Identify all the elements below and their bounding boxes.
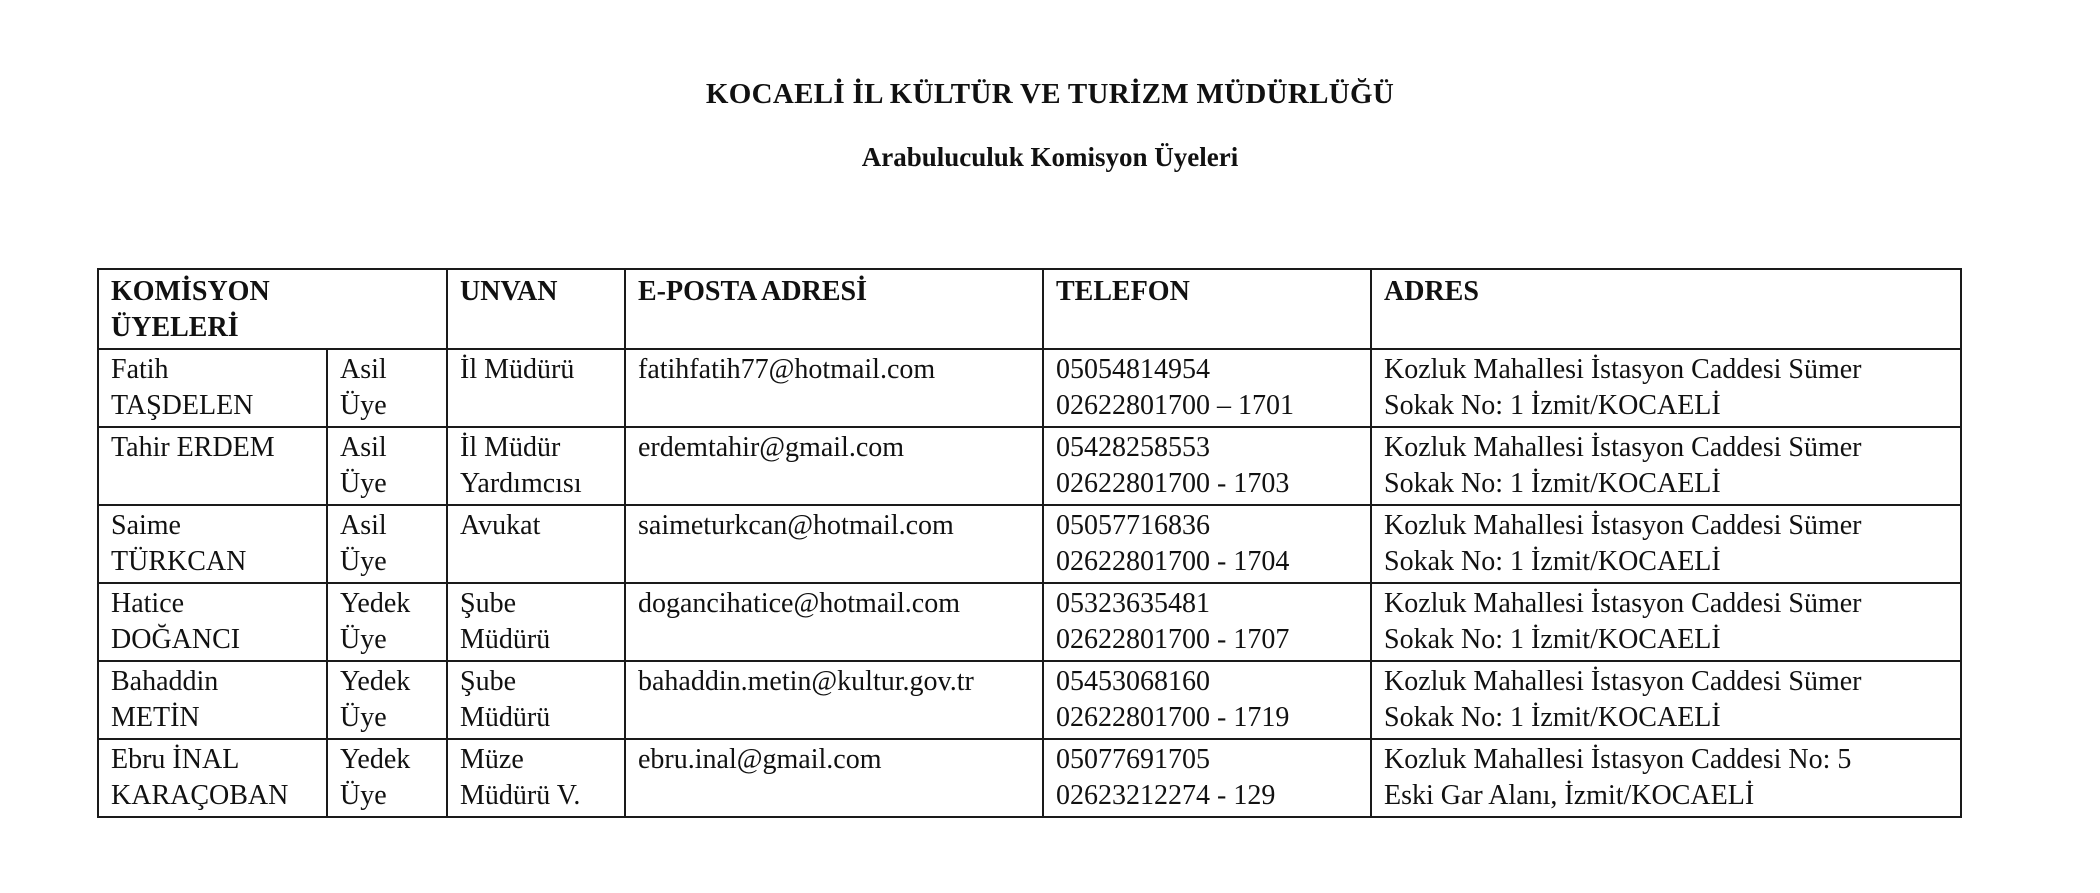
member-address-line: Eski Gar Alanı, İzmit/KOCAELİ: [1384, 780, 1755, 811]
member-address-line: Sokak No: 1 İzmit/KOCAELİ: [1384, 624, 1721, 655]
member-name-line: Bahaddin: [111, 666, 219, 697]
member-phone: [1043, 505, 1371, 583]
member-type-line: Yedek: [340, 588, 411, 619]
member-name: [98, 661, 327, 739]
member-phone-line: 05057716836: [1056, 510, 1210, 541]
table-header-row: [98, 269, 1961, 349]
document-title: KOCAELİ İL KÜLTÜR VE TURİZM MÜDÜRLÜĞÜ: [705, 78, 1395, 110]
member-title: [447, 661, 625, 739]
member-title: [447, 583, 625, 661]
member-phone-line: 02622801700 - 1704: [1056, 546, 1290, 577]
member-name-line: METİN: [111, 702, 200, 733]
member-name: [98, 427, 327, 505]
member-type: [327, 505, 447, 583]
member-title-line: Müdürü: [460, 624, 551, 655]
member-phone: [1043, 583, 1371, 661]
member-phone-line: 05323635481: [1056, 588, 1210, 619]
member-phone-line: 02622801700 - 1707: [1056, 624, 1290, 655]
member-name-line: Saime: [111, 510, 181, 541]
member-type-line: Yedek: [340, 666, 411, 697]
member-title: [447, 349, 625, 427]
member-address-line: Sokak No: 1 İzmit/KOCAELİ: [1384, 702, 1721, 733]
member-phone-line: 05077691705: [1056, 744, 1210, 775]
member-type: [327, 661, 447, 739]
table-body: [98, 349, 1961, 817]
header-email: E-POSTA ADRESİ: [625, 269, 1043, 349]
member-title: [447, 505, 625, 583]
member-address-line: Kozluk Mahallesi İstasyon Caddesi Sümer: [1384, 432, 1862, 463]
member-name-line: TÜRKCAN: [111, 546, 247, 577]
member-address: [1371, 505, 1961, 583]
member-title-line: Şube: [460, 666, 516, 697]
member-phone: [1043, 427, 1371, 505]
member-name-line: KARAÇOBAN: [111, 780, 289, 811]
member-phone-line: 02622801700 - 1703: [1056, 468, 1290, 499]
member-name-line: Tahir ERDEM: [111, 432, 275, 463]
member-type-line: Asil: [340, 354, 387, 385]
member-address-line: Kozluk Mahallesi İstasyon Caddesi No: 5: [1384, 744, 1852, 775]
table-row: [98, 505, 1961, 583]
member-title-line: Müze: [460, 744, 524, 775]
member-name: [98, 505, 327, 583]
member-phone: [1043, 349, 1371, 427]
member-email: dogancihatice@hotmail.com: [625, 583, 1043, 661]
member-name-line: Ebru İNAL: [111, 744, 240, 775]
member-address-line: Sokak No: 1 İzmit/KOCAELİ: [1384, 546, 1721, 577]
table-row: [98, 739, 1961, 817]
member-address-line: Sokak No: 1 İzmit/KOCAELİ: [1384, 390, 1721, 421]
member-title-line: Şube: [460, 588, 516, 619]
member-email: bahaddin.metin@kultur.gov.tr: [625, 661, 1043, 739]
table-row: [98, 661, 1961, 739]
member-phone-line: 05428258553: [1056, 432, 1210, 463]
member-address-line: Kozluk Mahallesi İstasyon Caddesi Sümer: [1384, 588, 1862, 619]
member-title-line: Müdürü V.: [460, 780, 581, 811]
member-type-line: Üye: [340, 780, 387, 811]
member-address: [1371, 427, 1961, 505]
member-email: saimeturkcan@hotmail.com: [625, 505, 1043, 583]
member-title-line: Yardımcısı: [460, 468, 582, 499]
member-address: [1371, 349, 1961, 427]
member-address: [1371, 583, 1961, 661]
member-name-line: Fatih: [111, 354, 169, 385]
member-type-line: Yedek: [340, 744, 411, 775]
member-title-line: İl Müdür: [460, 432, 561, 463]
header-commission-members: [98, 269, 447, 349]
member-type-line: Asil: [340, 432, 387, 463]
table-row: [98, 427, 1961, 505]
member-type: [327, 583, 447, 661]
header-phone: TELEFON: [1043, 269, 1371, 349]
table-row: [98, 349, 1961, 427]
member-address: [1371, 661, 1961, 739]
member-type: [327, 349, 447, 427]
member-type-line: Üye: [340, 624, 387, 655]
member-title-line: Müdürü: [460, 702, 551, 733]
member-name-line: TAŞDELEN: [111, 390, 254, 421]
header-members-line1: KOMİSYON: [111, 276, 270, 307]
header-members-line2: ÜYELERİ: [111, 312, 239, 343]
table-row: [98, 583, 1961, 661]
member-phone-line: 02622801700 – 1701: [1056, 390, 1294, 421]
member-phone: [1043, 739, 1371, 817]
member-title: [447, 739, 625, 817]
member-type-line: Üye: [340, 546, 387, 577]
member-type-line: Üye: [340, 702, 387, 733]
member-name: [98, 583, 327, 661]
header-title: UNVAN: [447, 269, 625, 349]
member-type-line: Asil: [340, 510, 387, 541]
commission-members-table: [97, 268, 1962, 818]
member-phone: [1043, 661, 1371, 739]
member-type: [327, 427, 447, 505]
member-title-line: İl Müdürü: [460, 354, 575, 385]
member-name-line: Hatice: [111, 588, 185, 619]
member-type-line: Üye: [340, 468, 387, 499]
member-address-line: Kozluk Mahallesi İstasyon Caddesi Sümer: [1384, 510, 1862, 541]
member-email: fatihfatih77@hotmail.com: [625, 349, 1043, 427]
member-name: [98, 349, 327, 427]
member-phone-line: 05453068160: [1056, 666, 1210, 697]
member-title-line: Avukat: [460, 510, 541, 541]
member-address-line: Kozluk Mahallesi İstasyon Caddesi Sümer: [1384, 354, 1862, 385]
member-phone-line: 02622801700 - 1719: [1056, 702, 1290, 733]
member-name-line: DOĞANCI: [111, 624, 241, 655]
member-email: erdemtahir@gmail.com: [625, 427, 1043, 505]
member-name: [98, 739, 327, 817]
member-phone-line: 02623212274 - 129: [1056, 780, 1276, 811]
member-address-line: Sokak No: 1 İzmit/KOCAELİ: [1384, 468, 1721, 499]
member-address: [1371, 739, 1961, 817]
member-address-line: Kozluk Mahallesi İstasyon Caddesi Sümer: [1384, 666, 1862, 697]
member-title: [447, 427, 625, 505]
header-address: ADRES: [1371, 269, 1961, 349]
member-type: [327, 739, 447, 817]
member-type-line: Üye: [340, 390, 387, 421]
member-phone-line: 05054814954: [1056, 354, 1210, 385]
member-email: ebru.inal@gmail.com: [625, 739, 1043, 817]
document-subtitle: Arabuluculuk Komisyon Üyeleri: [861, 142, 1239, 172]
